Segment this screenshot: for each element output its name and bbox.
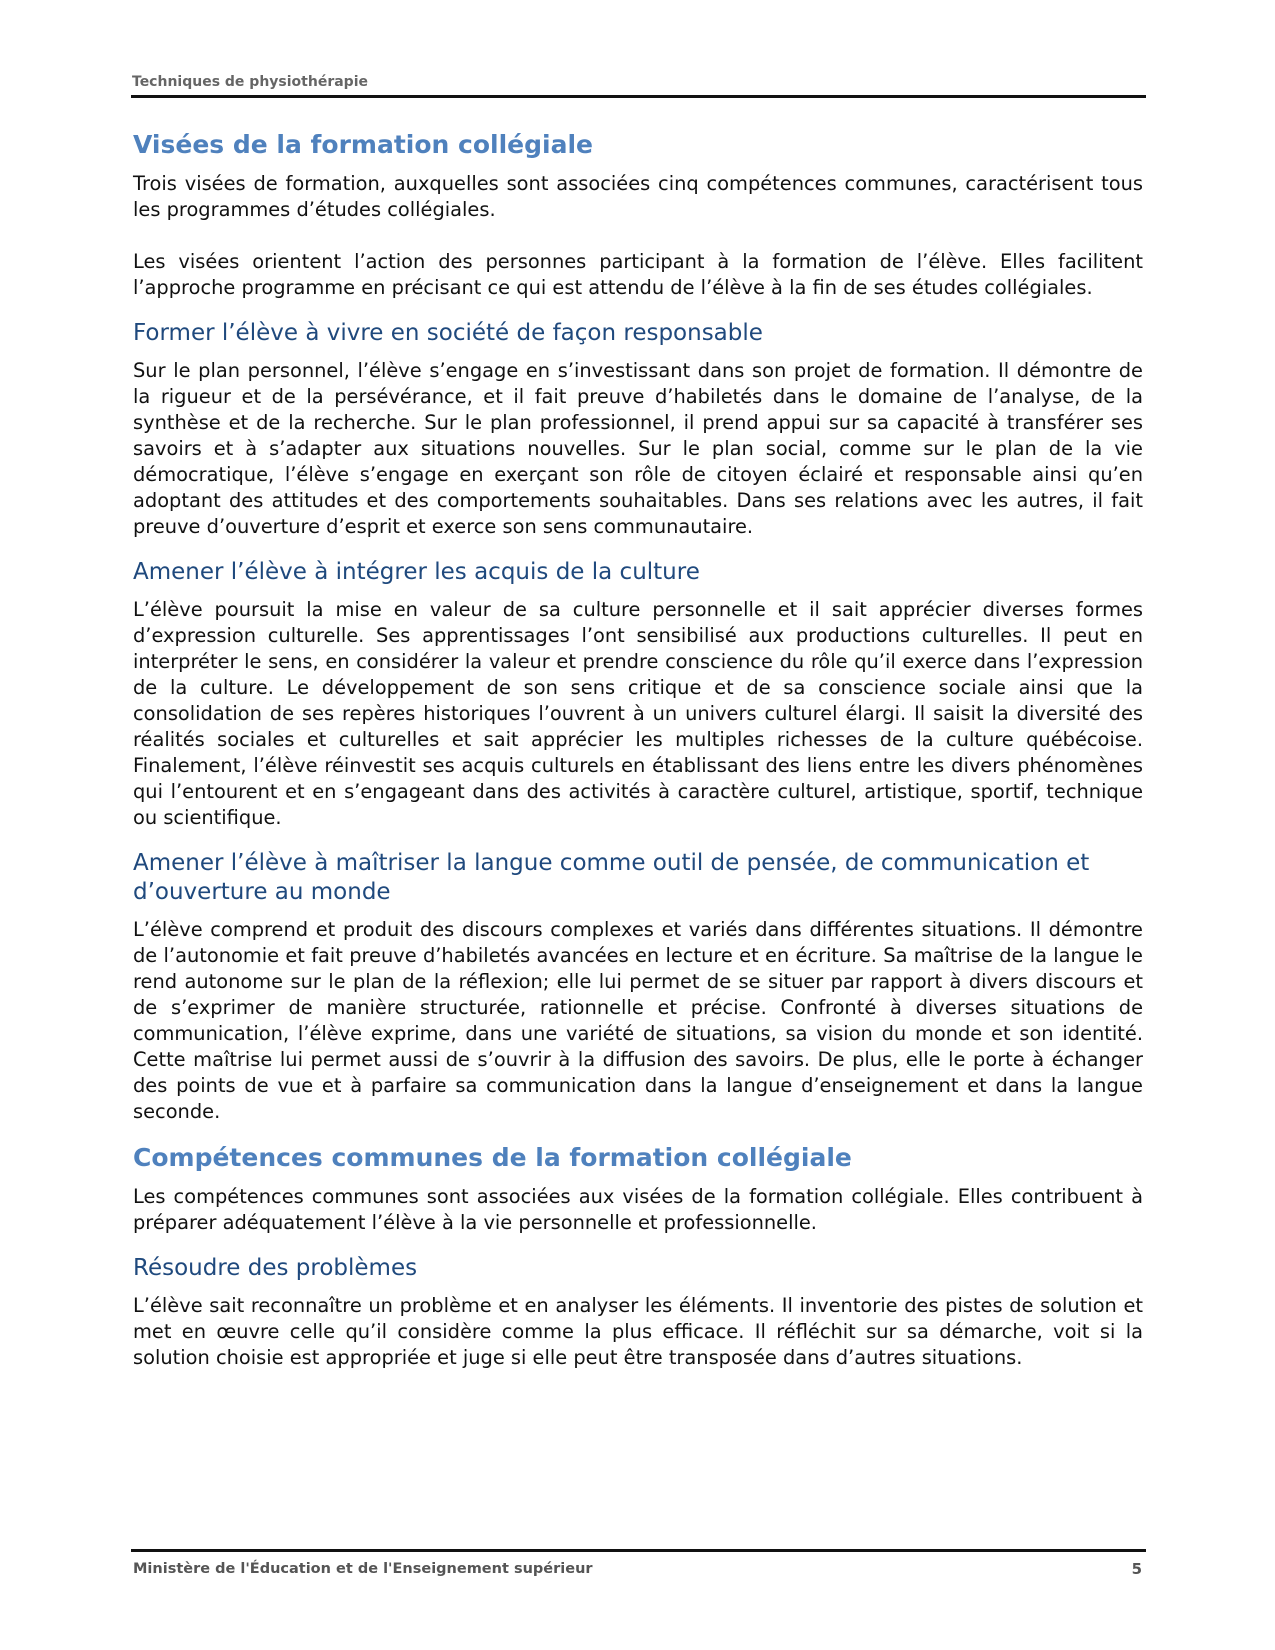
running-header: Techniques de physiothérapie bbox=[132, 74, 368, 90]
footer-divider bbox=[131, 1549, 1146, 1552]
paragraph-visees-intro-2: Les visées orientent l’action des personnes participant à la formation de l’élève. Elles facilitent l’approche programme en précisant ce qui est attendu de l’élève à la fin de ses études collégiales. bbox=[133, 250, 1143, 299]
section-title-competences: Compétences communes de la formation collégiale bbox=[133, 1143, 852, 1172]
footer-ministry: Ministère de l'Éducation et de l'Enseignement supérieur bbox=[133, 1561, 593, 1577]
paragraph-competences-intro: Les compétences communes sont associées aux visées de la formation collégiale. Elles contribuent à préparer adéquatement l’élève à la vie personnelle et professionnelle. bbox=[133, 1185, 1143, 1234]
paragraph-culture: L’élève poursuit la mise en valeur de sa culture personnelle et il sait apprécier diverses formes d’expression culturelle. Ses apprentissages l’ont sensibilisé aux productions culturelles. Il peut en interpréter le sens, en considérer la valeur et prendre conscience du rôle qu’il exerce dans l’expression de la culture. Le développement de son sens critique et de sa conscience sociale ainsi que la consolidation de ses repères historiques l’ouvrent à un univers culturel élargi. Il saisit la diversité des réalités sociales et culturelles et sait apprécier les multiples richesses de la culture québécoise. Finalement, l’élève réinvestit ses acquis culturels en établissant des liens entre les divers phénomènes qui l’entourent et en s’engageant dans des activités à caractère culturel, artistique, sportif, technique ou scientifique. bbox=[133, 598, 1143, 829]
section-title-visees: Visées de la formation collégiale bbox=[133, 130, 593, 159]
paragraph-langue: L’élève comprend et produit des discours complexes et variés dans différentes situations. Il démontre de l’autonomie et fait preuve d’habiletés avancées en lecture et en écriture. Sa maîtrise de la langue le rend autonome sur le plan de la réflexion; elle lui permet de se situer par rapport à divers discours et de s’exprimer de manière structurée, rationnelle et précise. Confronté à diverses situations de communication, l’élève exprime, dans une variété de situations, sa vision du monde et son identité. Cette maîtrise lui permet aussi de s’ouvrir à la diffusion des savoirs. De plus, elle le porte à échanger des points de vue et à parfaire sa communication dans la langue d’enseignement et dans la langue seconde. bbox=[133, 918, 1143, 1123]
header-divider bbox=[131, 95, 1146, 98]
paragraph-societe: Sur le plan personnel, l’élève s’engage en s’investissant dans son projet de formation. Il démontre de la rigueur et de la persévérance, et il fait preuve d’habiletés dans le domaine de l’analyse, de la synthèse et de la recherche. Sur le plan professionnel, il prend appui sur sa capacité à transférer ses savoirs et à s’adapter aux situations nouvelles. Sur le plan social, comme sur le plan de la vie démocratique, l’élève s’engage en exerçant son rôle de citoyen éclairé et responsable ainsi qu’en adoptant des attitudes et des comportements souhaitables. Dans ses relations avec les autres, il fait preuve d’ouverture d’esprit et exerce son sens communautaire. bbox=[133, 359, 1143, 538]
subheading-langue bbox=[133, 849, 1143, 907]
subheading-langue-line-1: Amener l’élève à maîtriser la langue comme outil de pensée, de communication et bbox=[133, 850, 1090, 876]
subheading-culture: Amener l’élève à intégrer les acquis de la culture bbox=[133, 559, 700, 585]
page-content bbox=[133, 130, 1143, 1371]
page-number: 5 bbox=[1131, 1560, 1142, 1578]
paragraph-visees-intro-1: Trois visées de formation, auxquelles sont associées cinq compétences communes, caractérisent tous les programmes d’études collégiales. bbox=[133, 172, 1143, 221]
subheading-langue-line-2: d’ouverture au monde bbox=[133, 879, 391, 905]
subheading-problemes: Résoudre des problèmes bbox=[133, 1255, 418, 1281]
subheading-societe: Former l’élève à vivre en société de façon responsable bbox=[133, 320, 763, 346]
paragraph-problemes: L’élève sait reconnaître un problème et en analyser les éléments. Il inventorie des pistes de solution et met en œuvre celle qu’il considère comme la plus efficace. Il réfléchit sur sa démarche, voit si la solution choisie est appropriée et juge si elle peut être transposée dans d’autres situations. bbox=[133, 1294, 1143, 1369]
